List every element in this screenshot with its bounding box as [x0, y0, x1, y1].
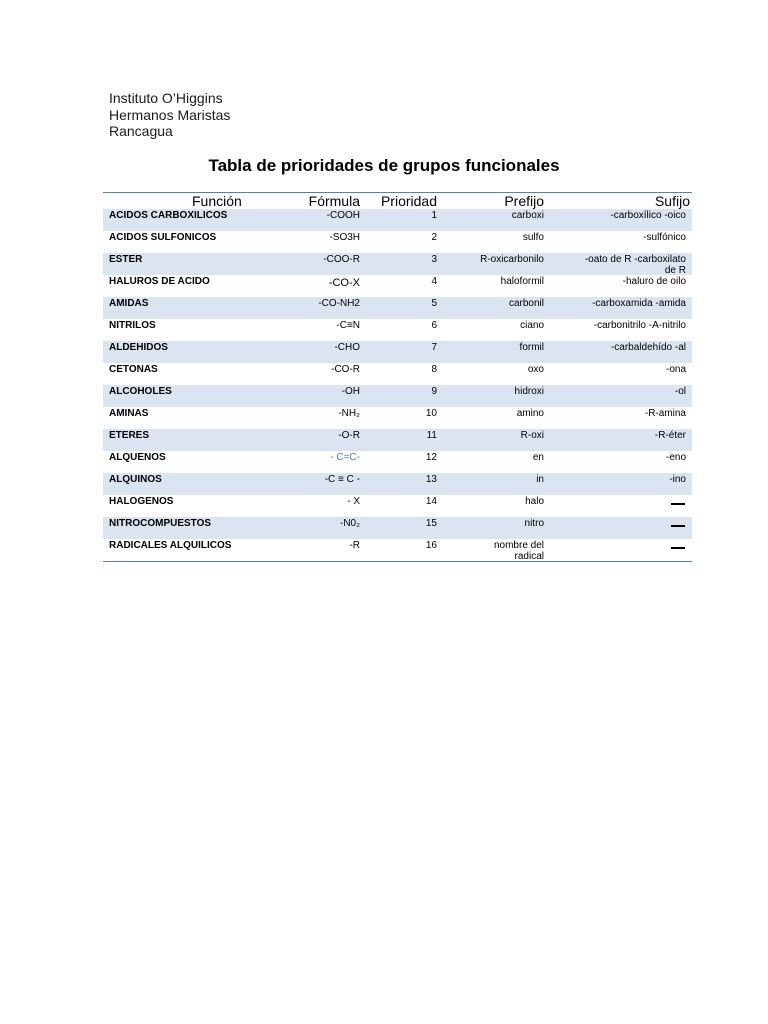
table-row [103, 341, 692, 363]
dash-icon [671, 547, 685, 549]
cell-prefijo: nitro [524, 518, 544, 529]
cell-prioridad: 5 [431, 298, 437, 309]
table-row [103, 385, 692, 407]
cell-prioridad: 12 [425, 452, 437, 463]
institution-city: Rancagua [109, 123, 173, 139]
cell-formula: -CHO [334, 342, 360, 353]
cell-sufijo: -R-amina [644, 408, 686, 419]
cell-formula: -C ≡ C - [324, 474, 360, 485]
table-row [103, 209, 692, 231]
dash-icon [671, 503, 685, 505]
table-row [103, 429, 692, 451]
cell-prioridad: 15 [425, 518, 437, 529]
cell-prefijo: en [532, 452, 544, 463]
cell-funcion: NITRILOS [109, 320, 156, 331]
cell-formula: - C=C- [330, 452, 360, 463]
functional-groups-table [103, 192, 692, 562]
cell-formula: -O-R [338, 430, 360, 441]
cell-sufijo: -ino [669, 474, 686, 485]
cell-funcion: HALUROS DE ACIDO [109, 276, 210, 287]
cell-prioridad: 2 [431, 232, 437, 243]
institution-name: Instituto O’Higgins [109, 90, 223, 106]
cell-formula: -COOH [326, 210, 360, 221]
table-row [103, 495, 692, 517]
cell-prefijo: R-oxicarbonilo [480, 254, 544, 265]
cell-funcion: AMINAS [109, 408, 149, 419]
cell-formula: -CO-R [331, 364, 360, 375]
table-row [103, 275, 692, 297]
table-row [103, 539, 692, 561]
cell-prefijo: hidroxi [514, 386, 544, 397]
cell-prefijo: oxo [527, 364, 544, 375]
table-row [103, 231, 692, 253]
dash-icon [671, 525, 685, 527]
cell-sufijo-line2: de R [664, 265, 686, 276]
cell-prefijo: ciano [520, 320, 544, 331]
cell-funcion: ALQUENOS [109, 452, 166, 463]
cell-prefijo: nombre del [493, 540, 544, 551]
cell-formula: -NH₂ [338, 408, 360, 419]
cell-sufijo: -eno [665, 452, 686, 463]
cell-formula: -R [349, 540, 360, 551]
page-title: Tabla de prioridades de grupos funcionales [208, 156, 560, 175]
cell-prioridad: 6 [431, 320, 437, 331]
cell-sufijo: -carbonitrilo -A-nitrilo [593, 320, 686, 331]
cell-sufijo: -R-éter [654, 430, 686, 441]
cell-prefijo: amino [516, 408, 544, 419]
cell-funcion: AMIDAS [109, 298, 149, 309]
cell-funcion: ACIDOS CARBOXILICOS [109, 210, 228, 221]
cell-prefijo: halo [525, 496, 544, 507]
cell-formula: -N0₂ [340, 518, 360, 529]
cell-prefijo: formil [519, 342, 544, 353]
cell-sufijo: -carbaldehído -al [610, 342, 686, 353]
cell-funcion: ACIDOS SULFONICOS [109, 232, 217, 243]
institution-header [109, 90, 230, 140]
table-row [103, 297, 692, 319]
table-header [103, 193, 692, 209]
cell-funcion: ETERES [109, 430, 150, 441]
cell-formula: -COO-R [323, 254, 360, 265]
cell-prefijo-line2: radical [514, 551, 544, 562]
cell-funcion: RADICALES ALQUILICOS [109, 540, 232, 551]
cell-formula: -OH [341, 386, 360, 397]
cell-prioridad: 9 [431, 386, 437, 397]
cell-sufijo: -carboxamida -amida [592, 298, 686, 309]
column-header-formula: Fórmula [308, 193, 360, 209]
cell-prioridad: 10 [425, 408, 437, 419]
cell-prioridad: 14 [425, 496, 437, 507]
cell-prefijo: carbonil [508, 298, 544, 309]
cell-sufijo: -ol [674, 386, 686, 397]
column-header-prefijo: Prefijo [504, 193, 544, 209]
cell-prioridad: 8 [431, 364, 437, 375]
cell-prioridad: 3 [431, 254, 437, 265]
cell-sufijo: -ona [665, 364, 686, 375]
cell-prioridad: 11 [426, 430, 437, 441]
cell-funcion: CETONAS [109, 364, 158, 375]
cell-sufijo: -oato de R -carboxilato [584, 254, 686, 265]
column-header-prioridad: Prioridad [380, 193, 437, 209]
cell-prioridad: 16 [425, 540, 437, 551]
table-row [103, 253, 692, 275]
cell-prefijo: R-oxi [520, 430, 544, 441]
cell-sufijo: -carboxílico -oico [610, 210, 686, 221]
institution-order: Hermanos Maristas [109, 106, 231, 123]
cell-funcion: ALQUINOS [109, 474, 162, 485]
cell-prioridad: 1 [431, 210, 437, 221]
table-body [103, 209, 692, 561]
column-header-sufijo: Sufijo [654, 193, 690, 209]
table-row [103, 517, 692, 539]
cell-prioridad: 7 [431, 342, 437, 353]
cell-funcion: ALDEHIDOS [109, 342, 168, 353]
cell-prefijo: haloformil [500, 276, 544, 287]
cell-sufijo: -sulfónico [643, 232, 686, 243]
cell-prefijo: in [536, 474, 544, 485]
cell-funcion: NITROCOMPUESTOS [109, 518, 212, 529]
cell-formula: -SO3H [329, 232, 360, 243]
cell-funcion: ALCOHOLES [109, 386, 172, 397]
table-row [103, 319, 692, 341]
cell-prioridad: 4 [431, 276, 437, 287]
cell-funcion: ESTER [109, 254, 143, 265]
cell-prefijo: sulfo [522, 232, 544, 243]
cell-formula: -CO-X [328, 277, 360, 289]
column-header-funcion: Función [192, 193, 242, 209]
cell-sufijo: -haluro de oilo [622, 276, 686, 287]
cell-formula: - X [347, 496, 360, 507]
cell-prefijo: carboxi [511, 210, 544, 221]
table-row [103, 407, 692, 429]
table-row [103, 363, 692, 385]
table-row [103, 451, 692, 473]
cell-funcion: HALOGENOS [109, 496, 174, 507]
cell-prioridad: 13 [425, 474, 437, 485]
cell-formula: -CO-NH2 [318, 298, 360, 309]
table-row [103, 473, 692, 495]
cell-formula: -C≡N [336, 320, 360, 331]
